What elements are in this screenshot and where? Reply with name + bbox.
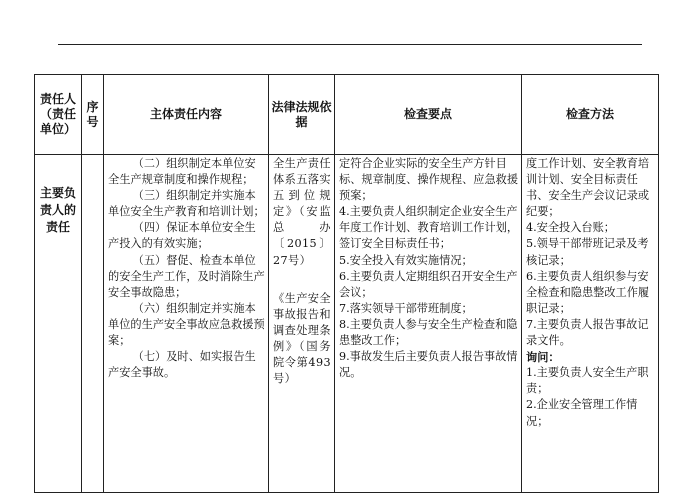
header-responsible: 责任人（责任单位） (35, 75, 82, 155)
header-law: 法律法规依据 (269, 75, 335, 155)
header-content: 主体责任内容 (104, 75, 269, 155)
law-cell (269, 155, 335, 493)
inquiry-label: 询问： (526, 350, 560, 365)
content-item: （七）及时、如实报告生产安全事故。 (108, 350, 256, 380)
check-method-item: 6.主要负责人组织参与安全检查和隐患整改工作履职记录； (526, 269, 650, 315)
check-point-item: 6.主要负责人定期组织召开安全生产会议； (339, 269, 518, 299)
content-item: （四）保证本单位安全生产投入的有效实施； (108, 221, 256, 251)
header-check-method: 检查方法 (522, 75, 659, 155)
check-method-item: 度工作计划、安全教育培训计划、安全目标责任书、安全生产会议记录或纪要； (526, 157, 650, 219)
inquiry-item: 2.企业安全管理工作情况； (526, 398, 638, 428)
check-point-item: 9.事故发生后主要负责人报告事故情况。 (339, 350, 518, 380)
check-point-item: 定符合企业实际的安全生产方针目标、规章制度、操作规程、应急救援预案； (339, 157, 519, 203)
content-item: （六）组织制定并实施本单位的生产安全事故应急救援预案； (108, 301, 265, 348)
inquiry-item: 1.主要负责人安全生产职责； (526, 366, 649, 396)
subject-cell: 主要负责人的责任 (35, 155, 82, 493)
content-item: （二）组织制定本单位安全生产规章制度和操作规程； (108, 157, 256, 187)
check-points-cell (335, 155, 522, 493)
table-header-row (35, 75, 659, 155)
check-method-cell (522, 155, 659, 493)
check-point-item: 5.安全投入有效实施情况； (339, 253, 473, 267)
responsibility-table (34, 74, 659, 493)
law-item: 全生产责任体系五落实五到位规定》（安监总办〔2015〕27号） (273, 157, 331, 267)
check-method-item: 7.主要负责人报告事故记录文件。 (526, 317, 649, 348)
content-cell (104, 155, 269, 493)
header-seq: 序号 (82, 75, 104, 155)
law-item: 《生产安全事故报告和调查处理条例》（国务院令第493号） (273, 291, 331, 386)
content-item: （三）组织制定并实施本单位安全生产教育和培训计划； (108, 189, 265, 219)
check-method-item: 5.领导干部带班记录及考核记录； (526, 237, 649, 267)
check-point-item: 7.落实领导干部带班制度； (339, 301, 473, 315)
check-point-item: 8.主要负责人参与安全生产检查和隐患整改工作； (339, 317, 518, 348)
table-row (35, 155, 659, 493)
header-rule (58, 44, 642, 45)
seq-cell (82, 155, 104, 493)
check-point-item: 4.主要负责人组织制定企业安全生产年度工作计划、教育培训工作计划，签订安全目标责任书； (339, 205, 519, 251)
content-item: （五）督促、检查本单位的安全生产工作，及时消除生产安全事故隐患； (108, 253, 265, 299)
check-method-item: 4.安全投入台账； (526, 221, 615, 235)
header-check-points: 检查要点 (335, 75, 522, 155)
